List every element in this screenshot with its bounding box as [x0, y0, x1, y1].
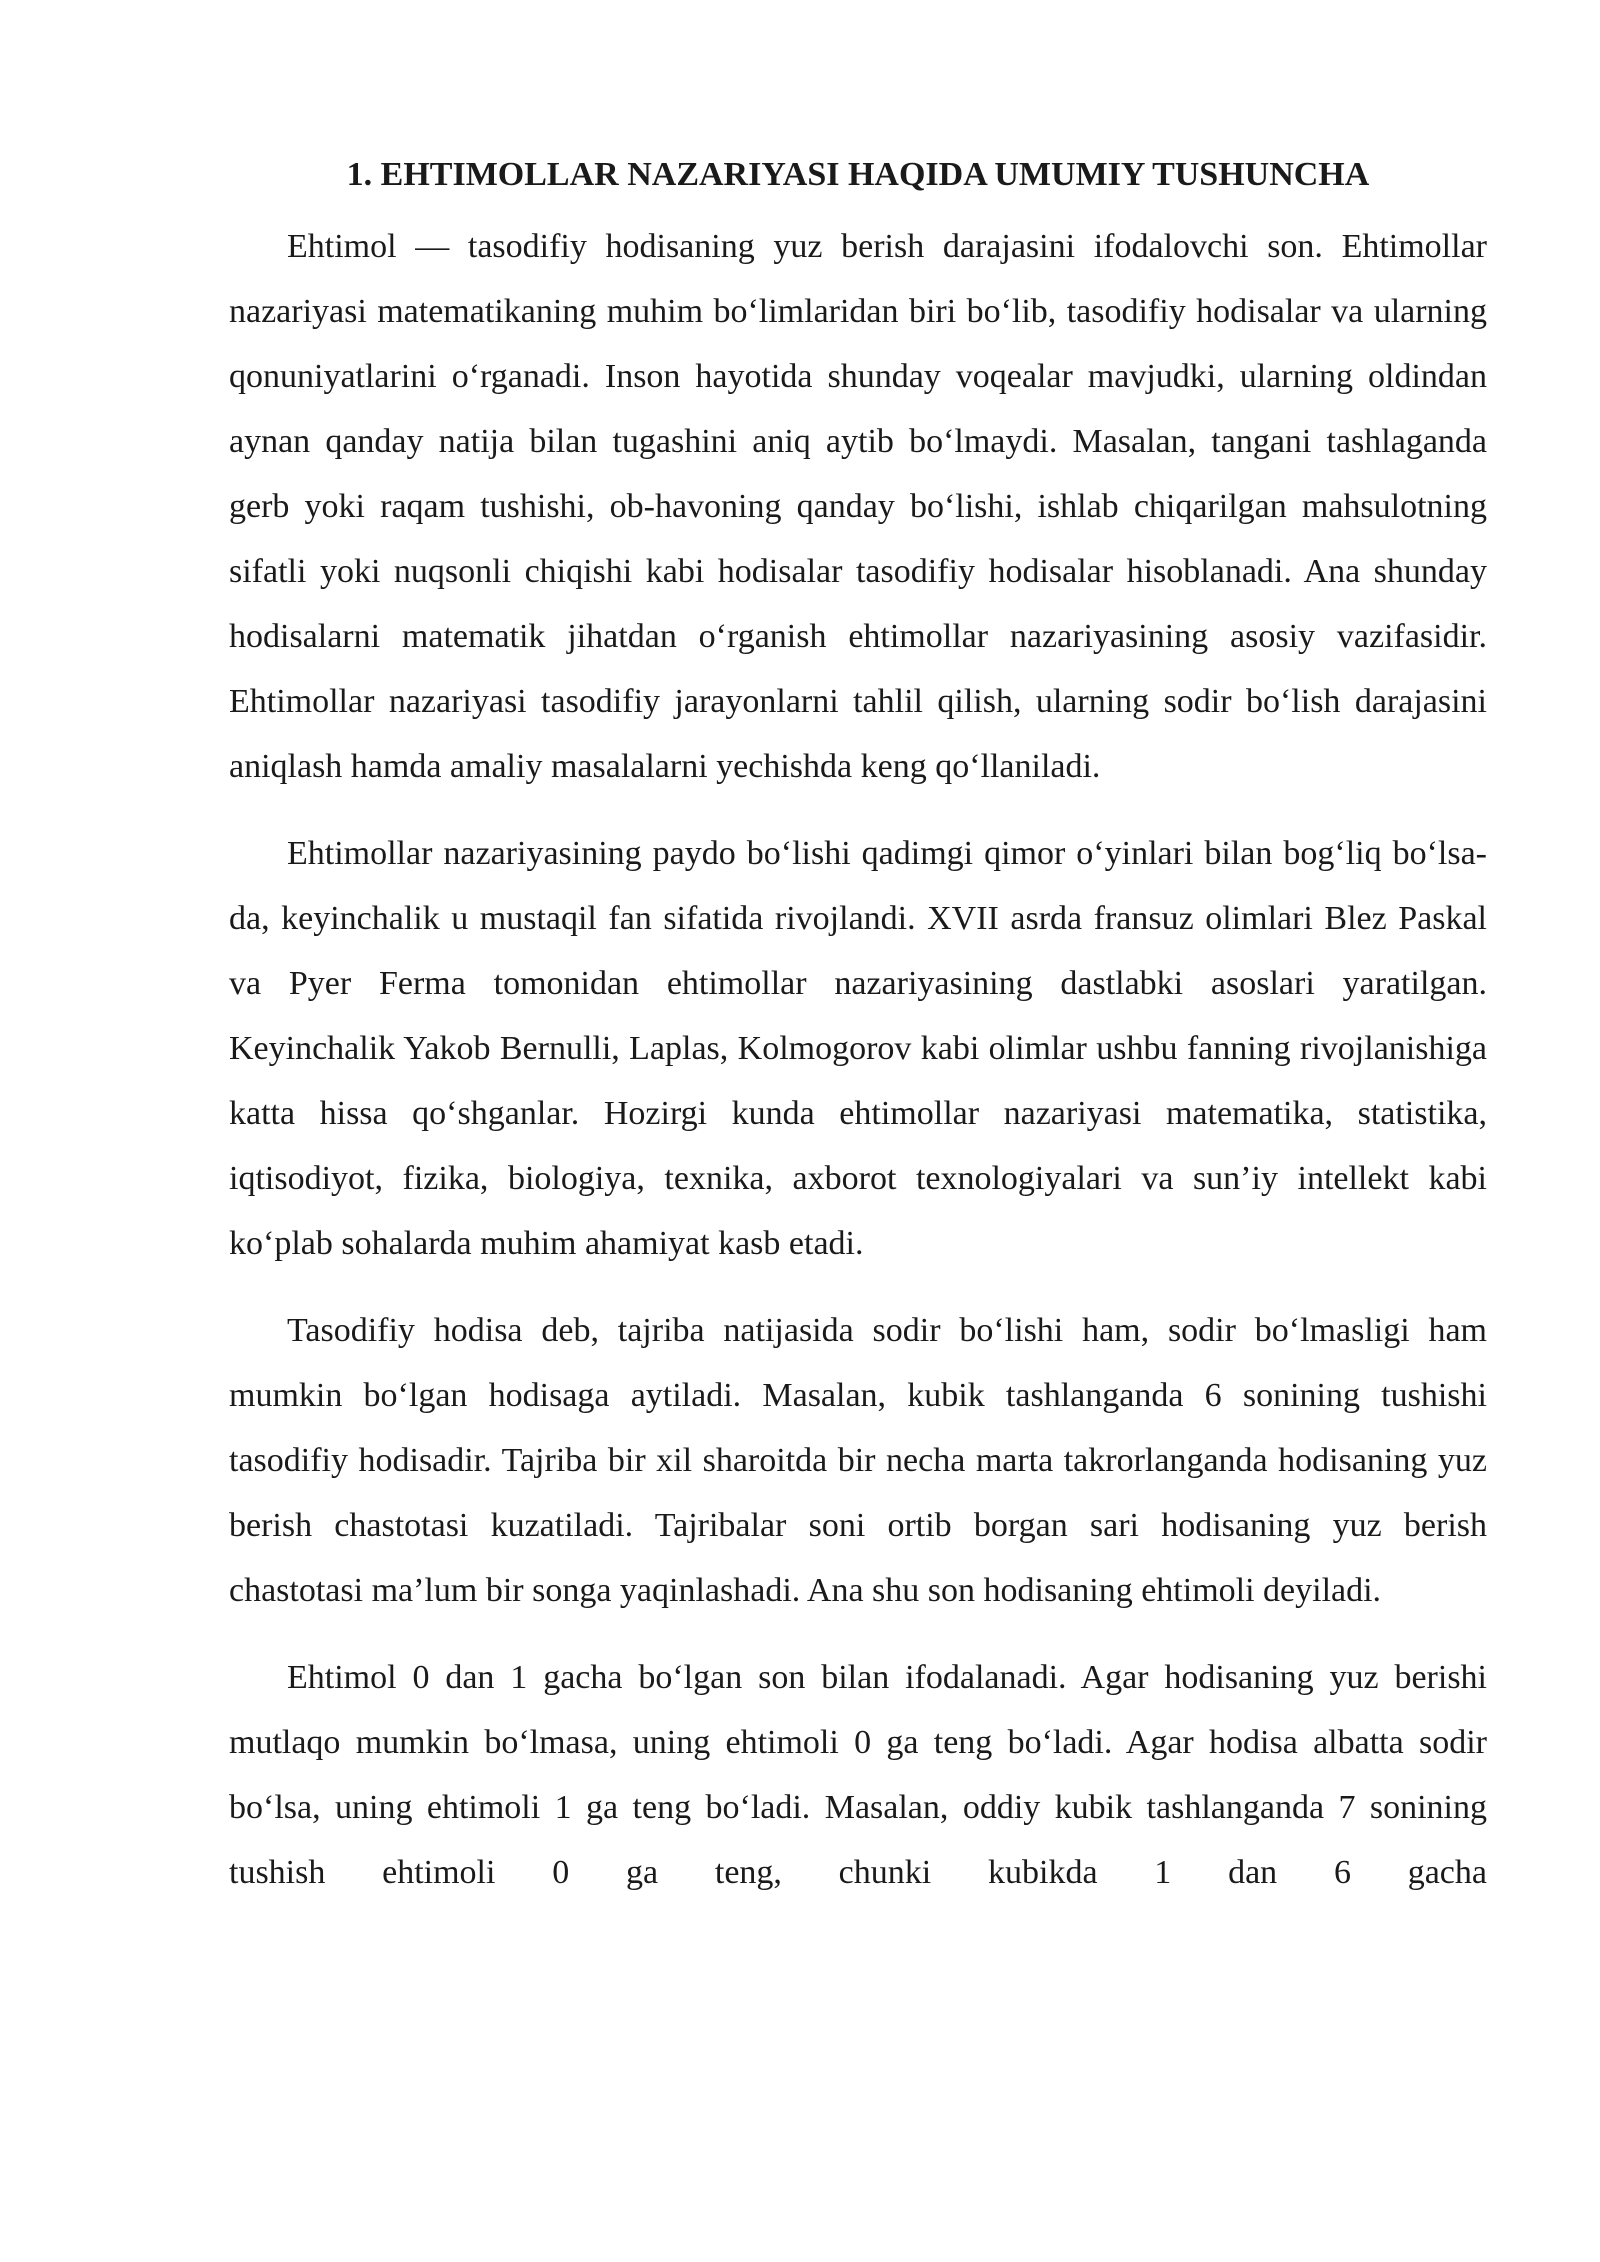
paragraph-3: Tasodifiy hodisa deb, tajriba natijasida sodir bo‘lishi ham, sodir bo‘lmasligi ham mumkin bo‘lgan hodisaga aytiladi. Masalan, kubik tashlanganda 6 sonining tushishi tasodifiy hodisadir. Tajriba bir xil sharoitda bir necha marta takrorlanganda hodisaning yuz berish chastotasi kuzatiladi. Tajribalar soni ortib borgan sari hodisaning yuz berish chastotasi ma’lum bir songa yaqinlashadi. Ana shu son hodisaning ehtimoli deyiladi.: [229, 1312, 1487, 1609]
paragraph-2: Ehtimollar nazariyasining paydo bo‘lishi qadimgi qimor o‘yinlari bilan bog‘liq bo‘lsa-da, keyinchalik u mustaqil fan sifatida rivojlandi. XVII asrda fransuz olimlari Blez Paskal va Pyer Ferma tomonidan ehtimollar nazariyasining dastlabki asoslari yaratilgan. Keyinchalik Yakob Bernulli, Laplas, Kolmogorov kabi olimlar ushbu fanning rivojlanishiga katta hissa qo‘shganlar. Hozirgi kunda ehtimollar nazariyasi matematika, statistika, iqtisodiyot, fizika, biologiya, texnika, axborot texnologiyalari va sun’iy intellekt kabi ko‘plab sohalarda muhim ahamiyat kasb etadi.: [229, 835, 1487, 1262]
section-title: 1. EHTIMOLLAR NAZARIYASI HAQIDA UMUMIY TUSHUNCHA: [346, 156, 1370, 193]
paragraph-1: Ehtimol — tasodifiy hodisaning yuz berish darajasini ifodalovchi son. Ehtimollar nazariyasi matematikaning muhim bo‘limlaridan biri bo‘lib, tasodifiy hodisalar va ularning qonuniyatlarini o‘rganadi. Inson hayotida shunday voqealar mavjudki, ularning oldindan aynan qanday natija bilan tugashini aniq aytib bo‘lmaydi. Masalan, tangani tashlaganda gerb yoki raqam tushishi, ob-havoning qanday bo‘lishi, ishlab chiqarilgan mahsulotning sifatli yoki nuqsonli chiqishi kabi hodisalar tasodifiy hodisalar hisoblanadi. Ana shunday hodisalarni matematik jihatdan o‘rganish ehtimollar nazariyasining asosiy vazifasidir. Ehtimollar nazariyasi tasodifiy jarayonlarni tahlil qilish, ularning sodir bo‘lish darajasini aniqlash hamda amaliy masalalarni yechishda keng qo‘llaniladi.: [229, 228, 1487, 785]
paragraph-4: Ehtimol 0 dan 1 gacha bo‘lgan son bilan ifodalanadi. Agar hodisaning yuz berishi mutlaqo mumkin bo‘lmasa, uning ehtimoli 0 ga teng bo‘ladi. Agar hodisa albatta sodir bo‘lsa, uning ehtimoli 1 ga teng bo‘ladi. Masalan, oddiy kubik tashlanganda 7 sonining tushish ehtimoli 0 ga teng, chunki kubikda 1 dan 6 gacha: [229, 1659, 1487, 1891]
document-body: [229, 148, 1487, 1927]
